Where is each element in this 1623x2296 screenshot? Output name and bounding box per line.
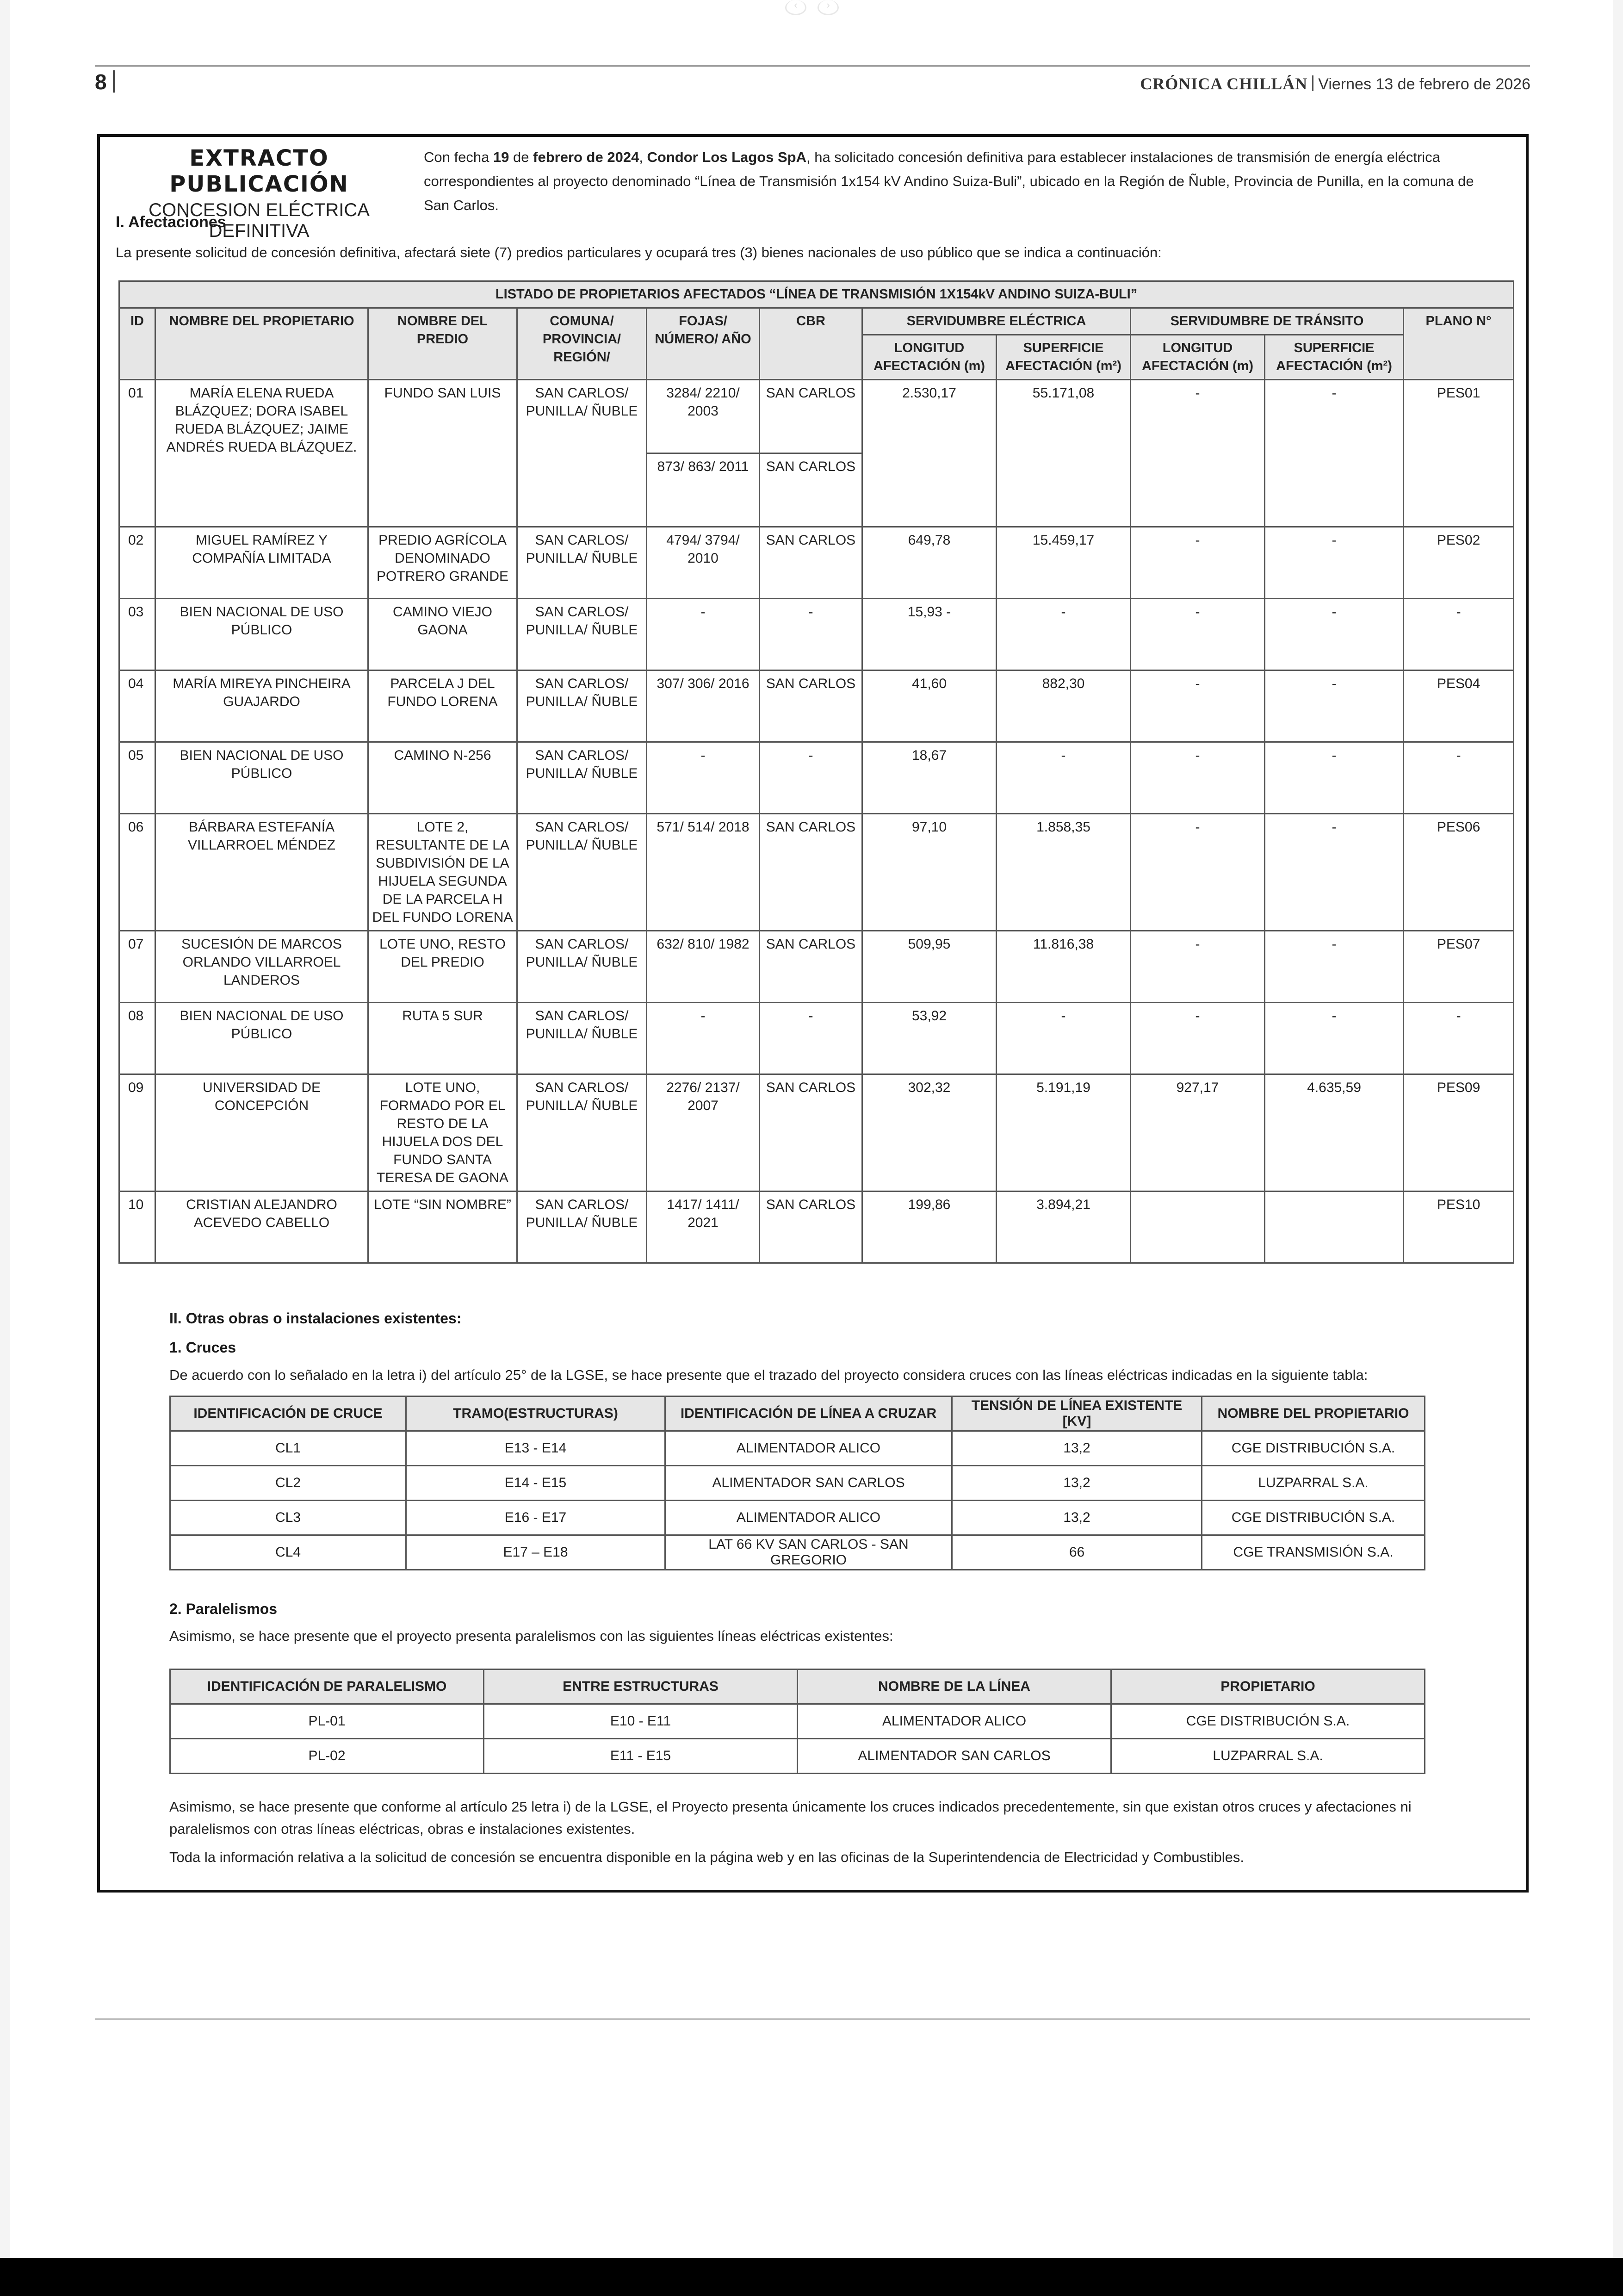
notice-title: EXTRACTO PUBLICACIÓN (169, 145, 349, 197)
row-commune: SAN CARLOS/ PUNILLA/ ÑUBLE (517, 380, 647, 527)
parallel-cell: ALIMENTADOR SAN CARLOS (798, 1739, 1111, 1774)
row-len-e: 649,78 (862, 527, 997, 599)
row-len-e: 15,93 - (862, 599, 997, 670)
masthead (1140, 74, 1530, 93)
row-fojas: - (647, 742, 760, 814)
row-fojas: - (647, 1003, 760, 1074)
company-name: Condor Los Lagos SpA (647, 149, 806, 165)
parallel-cell: PL-01 (170, 1704, 484, 1739)
crossing-cell: ALIMENTADOR ALICO (665, 1431, 952, 1466)
row-sup-e: - (997, 1003, 1131, 1074)
row-property: RUTA 5 SUR (368, 1003, 517, 1074)
row-sup-e: 3.894,21 (997, 1191, 1131, 1263)
row-cbr: SAN CARLOS (760, 814, 862, 931)
row-id: 03 (119, 599, 155, 670)
row-commune: SAN CARLOS/ PUNILLA/ ÑUBLE (517, 527, 647, 599)
row-cbr: SAN CARLOS (760, 931, 862, 1003)
row-commune: SAN CARLOS/ PUNILLA/ ÑUBLE (517, 742, 647, 814)
closing-paragraph-1: Asimismo, se hace presente que conforme al artículo 25 letra i) de la LGSE, el Proyecto presenta únicamente los cruces indicados precedentemente, sin que existan otros cruces y afectaciones ni paralelismos con otras líneas eléctricas, obras e instalaciones existentes. (169, 1799, 1412, 1837)
row-fojas: - (647, 599, 760, 670)
row-commune: SAN CARLOS/ PUNILLA/ ÑUBLE (517, 1003, 647, 1074)
row-plan: PES10 (1404, 1191, 1514, 1263)
parallels-table (169, 1669, 1425, 1774)
crossing-header: TRAMO(ESTRUCTURAS) (406, 1396, 665, 1431)
row-property: FUNDO SAN LUIS (368, 380, 517, 527)
row-sup-t: - (1265, 931, 1404, 1003)
section-2-title: II. Otras obras o instalaciones existentes: (169, 1310, 462, 1327)
crossings-title: 1. Cruces (169, 1339, 236, 1356)
parallel-cell: PL-02 (170, 1739, 484, 1774)
row-len-t: - (1131, 527, 1265, 599)
row-sup-e: 5.191,19 (997, 1074, 1131, 1191)
page-number: 8 (95, 70, 107, 94)
row-cbr: - (760, 1003, 862, 1074)
col-id: ID (119, 308, 155, 380)
section-1-title: I. Afectaciones (116, 213, 226, 231)
row-fojas: 632/ 810/ 1982 (647, 931, 760, 1003)
row-fojas: 2276/ 2137/ 2007 (647, 1074, 760, 1191)
row-len-t: - (1131, 1003, 1265, 1074)
row-owner: CRISTIAN ALEJANDRO ACEVEDO CABELLO (155, 1191, 368, 1263)
row-len-e: 2.530,17 (862, 380, 997, 527)
table-row (170, 1431, 1425, 1466)
row-sup-e: 11.816,38 (997, 931, 1131, 1003)
crossing-cell: ALIMENTADOR ALICO (665, 1501, 952, 1535)
parallel-header: IDENTIFICACIÓN DE PARALELISMO (170, 1669, 484, 1704)
table-row (119, 931, 1514, 1003)
row-owner: BIEN NACIONAL DE USO PÚBLICO (155, 742, 368, 814)
col-electric-easement: SERVIDUMBRE ELÉCTRICA (862, 308, 1131, 335)
col-plan: PLANO N° (1404, 308, 1514, 380)
row-fojas: 571/ 514/ 2018 (647, 814, 760, 931)
table-row (119, 814, 1514, 931)
row-commune: SAN CARLOS/ PUNILLA/ ÑUBLE (517, 599, 647, 670)
table-row (119, 1074, 1514, 1191)
crossings-text: De acuerdo con lo señalado en la letra i) del artículo 25° de la LGSE, se hace presente que el trazado del proyecto considera cruces con las líneas eléctricas indicadas en la siguiente tabla: (169, 1367, 1368, 1383)
row-owner: SUCESIÓN DE MARCOS ORLANDO VILLARROEL LANDEROS (155, 931, 368, 1003)
crossing-cell: CL3 (170, 1501, 406, 1535)
row-plan: PES09 (1404, 1074, 1514, 1191)
parallels-text: Asimismo, se hace presente que el proyecto presenta paralelismos con las siguientes líneas eléctricas existentes: (169, 1628, 893, 1644)
viewer-left-margin (0, 0, 10, 2258)
table-row (170, 1501, 1425, 1535)
col-electric-surface: SUPERFICIE AFECTACIÓN (m²) (997, 335, 1131, 380)
row-len-t: - (1131, 380, 1265, 527)
row-sup-e: - (997, 742, 1131, 814)
crossing-cell: CGE DISTRIBUCIÓN S.A. (1202, 1501, 1425, 1535)
row-sup-t: - (1265, 527, 1404, 599)
row-id: 08 (119, 1003, 155, 1074)
row-owner: UNIVERSIDAD DE CONCEPCIÓN (155, 1074, 368, 1191)
parallel-cell: E11 - E15 (484, 1739, 798, 1774)
table-row (119, 1003, 1514, 1074)
prev-page-icon[interactable]: ‹ (785, 0, 806, 15)
issue-date: Viernes 13 de febrero de 2026 (1318, 75, 1530, 93)
row-property: LOTE 2, RESULTANTE DE LA SUBDIVISIÓN DE LA HIJUELA SEGUNDA DE LA PARCELA H DEL FUNDO LORENA (368, 814, 517, 931)
row-cbr: SAN CARLOS (760, 670, 862, 742)
crossing-cell: CGE TRANSMISIÓN S.A. (1202, 1535, 1425, 1570)
parallels-title: 2. Paralelismos (169, 1601, 278, 1617)
row-sup-t (1265, 1191, 1404, 1263)
row-sup-t: - (1265, 742, 1404, 814)
row-len-t: - (1131, 931, 1265, 1003)
row-sup-e: 1.858,35 (997, 814, 1131, 931)
col-owner: NOMBRE DEL PROPIETARIO (155, 308, 368, 380)
crossing-cell: 13,2 (952, 1501, 1202, 1535)
row-cbr: SAN CARLOS (760, 380, 862, 453)
section-1-text: La presente solicitud de concesión definitiva, afectará siete (7) predios particulares y ocupará tres (3) bienes nacionales de uso público que se indica a continuación: (116, 244, 1162, 261)
col-cbr: CBR (760, 308, 862, 380)
row-owner: MIGUEL RAMÍREZ Y COMPAÑÍA LIMITADA (155, 527, 368, 599)
crossing-cell: ALIMENTADOR SAN CARLOS (665, 1466, 952, 1501)
row-sup-e: 882,30 (997, 670, 1131, 742)
row-len-t: - (1131, 670, 1265, 742)
row-plan: PES04 (1404, 670, 1514, 742)
row-fojas: 1417/ 1411/ 2021 (647, 1191, 760, 1263)
col-transit-length: LONGITUD AFECTACIÓN (m) (1131, 335, 1265, 380)
row-owner: MARÍA MIREYA PINCHEIRA GUAJARDO (155, 670, 368, 742)
row-id: 01 (119, 380, 155, 527)
row-fojas: 4794/ 3794/ 2010 (647, 527, 760, 599)
col-commune: COMUNA/ PROVINCIA/ REGIÓN/ (517, 308, 647, 380)
col-fojas: FOJAS/ NÚMERO/ AÑO (647, 308, 760, 380)
row-len-e: 97,10 (862, 814, 997, 931)
row-owner: BIEN NACIONAL DE USO PÚBLICO (155, 599, 368, 670)
row-sup-t: 4.635,59 (1265, 1074, 1404, 1191)
row-cbr: - (760, 742, 862, 814)
row-plan: PES07 (1404, 931, 1514, 1003)
table-row (170, 1535, 1425, 1570)
row-cbr: SAN CARLOS (760, 453, 862, 527)
row-sup-t: - (1265, 670, 1404, 742)
table-row (119, 380, 1514, 453)
row-len-e: 53,92 (862, 1003, 997, 1074)
parallel-cell: E10 - E11 (484, 1704, 798, 1739)
row-len-e: 199,86 (862, 1191, 997, 1263)
crossing-cell: 13,2 (952, 1466, 1202, 1501)
crossing-header: NOMBRE DEL PROPIETARIO (1202, 1396, 1425, 1431)
row-id: 05 (119, 742, 155, 814)
row-property: LOTE “SIN NOMBRE” (368, 1191, 517, 1263)
closing-paragraph-2: Toda la información relativa a la solicitud de concesión se encuentra disponible en la página web y en las oficinas de la Superintendencia de Electricidad y Combustibles. (169, 1849, 1244, 1865)
crossing-header: TENSIÓN DE LÍNEA EXISTENTE [KV] (952, 1396, 1202, 1431)
col-electric-length: LONGITUD AFECTACIÓN (m) (862, 335, 997, 380)
row-commune: SAN CARLOS/ PUNILLA/ ÑUBLE (517, 931, 647, 1003)
crossing-header: IDENTIFICACIÓN DE CRUCE (170, 1396, 406, 1431)
row-plan: - (1404, 1003, 1514, 1074)
col-transit-easement: SERVIDUMBRE DE TRÁNSITO (1131, 308, 1404, 335)
row-len-t: 927,17 (1131, 1074, 1265, 1191)
row-id: 02 (119, 527, 155, 599)
owners-table (118, 280, 1514, 1264)
row-property: LOTE UNO, FORMADO POR EL RESTO DE LA HIJUELA DOS DEL FUNDO SANTA TERESA DE GAONA (368, 1074, 517, 1191)
notice-subtitle: CONCESION ELÉCTRICA DEFINITIVA (149, 200, 370, 241)
masthead-divider (1312, 75, 1313, 91)
crossing-cell: LUZPARRAL S.A. (1202, 1466, 1425, 1501)
row-len-e: 302,32 (862, 1074, 997, 1191)
row-commune: SAN CARLOS/ PUNILLA/ ÑUBLE (517, 1191, 647, 1263)
crossing-cell: CL1 (170, 1431, 406, 1466)
footer-rule (95, 2018, 1530, 2020)
row-id: 10 (119, 1191, 155, 1263)
next-page-icon[interactable]: › (818, 0, 839, 15)
owners-table-caption: LISTADO DE PROPIETARIOS AFECTADOS “LÍNEA DE TRANSMISIÓN 1X154kV ANDINO SUIZA-BULI” (119, 281, 1514, 308)
table-row (119, 1191, 1514, 1263)
table-row (119, 527, 1514, 599)
row-property: PARCELA J DEL FUNDO LORENA (368, 670, 517, 742)
row-id: 07 (119, 931, 155, 1003)
table-row (119, 742, 1514, 814)
row-owner: MARÍA ELENA RUEDA BLÁZQUEZ; DORA ISABEL RUEDA BLÁZQUEZ; JAIME ANDRÉS RUEDA BLÁZQUEZ. (155, 380, 368, 527)
crossing-cell: 13,2 (952, 1431, 1202, 1466)
header-rule (95, 65, 1530, 67)
table-row (170, 1704, 1425, 1739)
crossing-cell: E14 - E15 (406, 1466, 665, 1501)
row-id: 09 (119, 1074, 155, 1191)
crossing-cell: E13 - E14 (406, 1431, 665, 1466)
crossing-cell: 66 (952, 1535, 1202, 1570)
row-plan: - (1404, 742, 1514, 814)
crossing-header: IDENTIFICACIÓN DE LÍNEA A CRUZAR (665, 1396, 952, 1431)
table-row (170, 1739, 1425, 1774)
row-fojas: 873/ 863/ 2011 (647, 453, 760, 527)
row-id: 04 (119, 670, 155, 742)
row-plan: PES06 (1404, 814, 1514, 931)
row-fojas: 3284/ 2210/ 2003 (647, 380, 760, 453)
row-property: PREDIO AGRÍCOLA DENOMINADO POTRERO GRANDE (368, 527, 517, 599)
row-len-e: 509,95 (862, 931, 997, 1003)
viewer-right-margin (1613, 0, 1623, 2258)
row-sup-t: - (1265, 380, 1404, 527)
row-len-e: 41,60 (862, 670, 997, 742)
row-commune: SAN CARLOS/ PUNILLA/ ÑUBLE (517, 1074, 647, 1191)
parallel-cell: CGE DISTRIBUCIÓN S.A. (1111, 1704, 1425, 1739)
crossings-table (169, 1396, 1425, 1570)
legal-notice-box (97, 134, 1529, 1893)
parallel-header: NOMBRE DE LA LÍNEA (798, 1669, 1111, 1704)
row-plan: - (1404, 599, 1514, 670)
parallel-header: PROPIETARIO (1111, 1669, 1425, 1704)
table-row (119, 670, 1514, 742)
crossing-cell: CGE DISTRIBUCIÓN S.A. (1202, 1431, 1425, 1466)
notice-intro: Con fecha 19 de febrero de 2024, Condor Los Lagos SpA, ha solicitado concesión definitiva para establecer instalaciones de transmisión de energía eléctrica correspondientes al proyecto denominado “Línea de Transmisión 1x154 kV Andino Suiza-Buli”, ubicado en la Región de Ñuble, Provincia de Punilla, en la comuna de San Carlos. (424, 149, 1474, 213)
row-sup-t: - (1265, 1003, 1404, 1074)
row-property: CAMINO VIEJO GAONA (368, 599, 517, 670)
row-id: 06 (119, 814, 155, 931)
row-sup-t: - (1265, 814, 1404, 931)
row-cbr: SAN CARLOS (760, 1074, 862, 1191)
row-len-t: - (1131, 599, 1265, 670)
row-sup-t: - (1265, 599, 1404, 670)
paper-name: CRÓNICA CHILLÁN (1140, 74, 1308, 93)
viewer-bottom-bar (0, 2258, 1623, 2296)
row-fojas: 307/ 306/ 2016 (647, 670, 760, 742)
col-property: NOMBRE DEL PREDIO (368, 308, 517, 380)
table-row (170, 1466, 1425, 1501)
page-number-divider (113, 70, 115, 93)
row-len-t (1131, 1191, 1265, 1263)
row-cbr: SAN CARLOS (760, 527, 862, 599)
crossing-cell: CL4 (170, 1535, 406, 1570)
parallel-cell: ALIMENTADOR ALICO (798, 1704, 1111, 1739)
row-sup-e: 55.171,08 (997, 380, 1131, 527)
row-cbr: SAN CARLOS (760, 1191, 862, 1263)
row-len-e: 18,67 (862, 742, 997, 814)
row-plan: PES02 (1404, 527, 1514, 599)
row-plan: PES01 (1404, 380, 1514, 527)
crossing-cell: CL2 (170, 1466, 406, 1501)
crossing-cell: E16 - E17 (406, 1501, 665, 1535)
row-property: CAMINO N-256 (368, 742, 517, 814)
row-owner: BIEN NACIONAL DE USO PÚBLICO (155, 1003, 368, 1074)
row-owner: BÁRBARA ESTEFANÍA VILLARROEL MÉNDEZ (155, 814, 368, 931)
row-sup-e: 15.459,17 (997, 527, 1131, 599)
parallel-header: ENTRE ESTRUCTURAS (484, 1669, 798, 1704)
row-cbr: - (760, 599, 862, 670)
row-sup-e: - (997, 599, 1131, 670)
col-transit-surface: SUPERFICIE AFECTACIÓN (m²) (1265, 335, 1404, 380)
row-len-t: - (1131, 742, 1265, 814)
crossing-cell: E17 – E18 (406, 1535, 665, 1570)
viewer-page-controls (782, 0, 842, 17)
table-row (119, 599, 1514, 670)
row-commune: SAN CARLOS/ PUNILLA/ ÑUBLE (517, 814, 647, 931)
parallel-cell: LUZPARRAL S.A. (1111, 1739, 1425, 1774)
row-commune: SAN CARLOS/ PUNILLA/ ÑUBLE (517, 670, 647, 742)
crossing-cell: LAT 66 KV SAN CARLOS - SAN GREGORIO (665, 1535, 952, 1570)
row-property: LOTE UNO, RESTO DEL PREDIO (368, 931, 517, 1003)
row-len-t: - (1131, 814, 1265, 931)
